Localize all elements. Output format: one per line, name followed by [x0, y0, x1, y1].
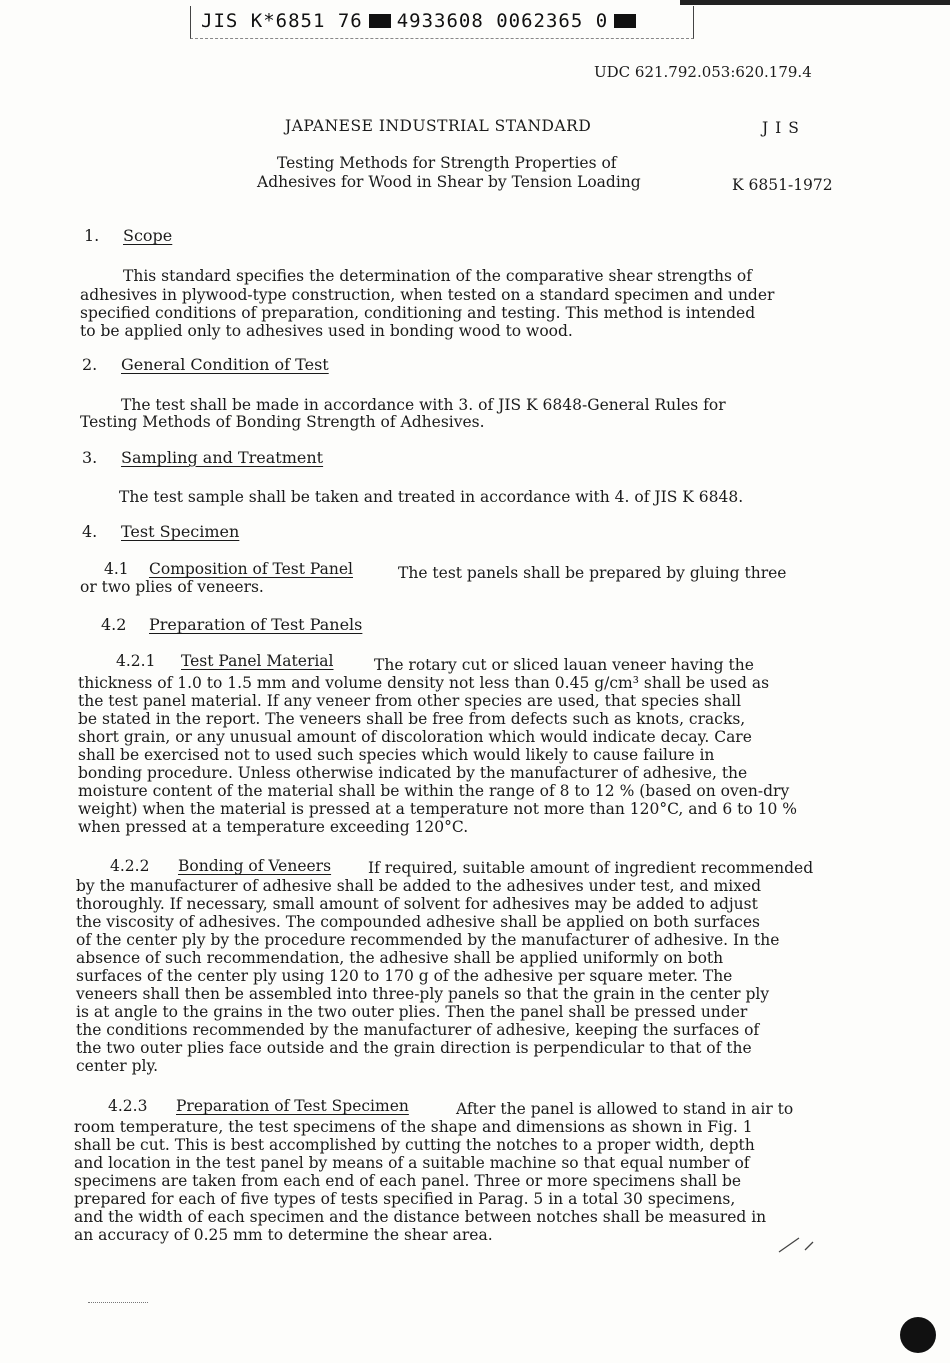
bonding-line-12: center ply. — [76, 1057, 159, 1075]
scan-smudge — [88, 1302, 148, 1303]
specimen-line-7: and the width of each specimen and the distance between notches shall be measured in — [74, 1208, 767, 1226]
bonding-line-2: by the manufacturer of adhesive shall be added to the adhesives under test, and mixed — [76, 877, 762, 895]
standard-org: JAPANESE INDUSTRIAL STANDARD — [285, 117, 592, 135]
standard-number: K 6851-1972 — [732, 176, 833, 194]
bonding-first-line: If required, suitable amount of ingredient recommended — [368, 859, 814, 877]
material-line-3: the test panel material. If any veneer from other species are used, that species shall — [78, 692, 742, 710]
material-line-6: shall be exercised not to used such species which would likely to cause failure in — [78, 746, 715, 764]
general-line-1: The test shall be made in accordance with 3. of JIS K 6848-General Rules for — [121, 396, 726, 414]
section-4-number: 4. — [82, 522, 98, 541]
bonding-line-4: the viscosity of adhesives. The compounded adhesive shall be applied on both surfaces — [76, 913, 760, 931]
black-block-mark — [369, 14, 391, 28]
scope-line-1: This standard specifies the determination of the comparative shear strengths of — [123, 267, 752, 285]
section-3-title: Sampling and Treatment — [121, 448, 324, 467]
scope-line-2: adhesives in plywood-type construction, when tested on a standard specimen and under — [80, 286, 775, 304]
section-4-title: Test Specimen — [121, 522, 240, 541]
header-code-left: JIS K*6851 76 — [201, 10, 363, 32]
pen-mark — [775, 1232, 825, 1261]
bonding-line-8: veneers shall then be assembled into three-ply panels so that the grain in the center ply — [76, 985, 770, 1003]
panel-composition-rest: or two plies of veneers. — [80, 578, 264, 596]
section-4-2-3-title: Preparation of Test Specimen — [176, 1097, 409, 1115]
bonding-line-3: thoroughly. If necessary, small amount of solvent for adhesives may be added to adjust — [76, 895, 758, 913]
document-code-header — [190, 6, 694, 39]
section-4-2-title: Preparation of Test Panels — [149, 615, 363, 634]
jis-label: J I S — [762, 119, 800, 137]
sampling-line-1: The test sample shall be taken and treated in accordance with 4. of JIS K 6848. — [119, 488, 744, 506]
specimen-line-2: room temperature, the test specimens of the shape and dimensions as shown in Fig. 1 — [74, 1118, 753, 1136]
section-2-title: General Condition of Test — [121, 355, 329, 374]
material-line-5: short grain, or any unusual amount of discoloration which would indicate decay. Care — [78, 728, 752, 746]
section-4-1-title: Composition of Test Panel — [149, 560, 353, 578]
material-line-7: bonding procedure. Unless otherwise indicated by the manufacturer of adhesive, the — [78, 764, 748, 782]
material-line-4: be stated in the report. The veneers shall be free from defects such as knots, cracks, — [78, 710, 746, 728]
general-line-2: Testing Methods of Bonding Strength of Adhesives. — [80, 413, 485, 431]
material-line-10: when pressed at a temperature exceeding 120°C. — [78, 818, 469, 836]
material-line-8: moisture content of the material shall be within the range of 8 to 12 % (based on oven-dry — [78, 782, 790, 800]
section-4-2-2-number: 4.2.2 — [110, 857, 150, 875]
specimen-line-3: shall be cut. This is best accomplished by cutting the notches to a proper width, depth — [74, 1136, 755, 1154]
bonding-line-6: absence of such recommendation, the adhesive shall be applied uniformly on both — [76, 949, 724, 967]
section-4-2-2-title: Bonding of Veneers — [178, 857, 332, 875]
specimen-line-8: an accuracy of 0.25 mm to determine the shear area. — [74, 1226, 493, 1244]
specimen-line-5: specimens are taken from each end of each panel. Three or more specimens shall be — [74, 1172, 742, 1190]
scope-line-3: specified conditions of preparation, conditioning and testing. This method is intended — [80, 304, 756, 322]
bonding-line-11: the two outer plies face outside and the grain direction is perpendicular to that of the — [76, 1039, 752, 1057]
title-line-2: Adhesives for Wood in Shear by Tension Loading — [257, 173, 641, 191]
punch-hole-mark — [900, 1317, 936, 1353]
material-line-2: thickness of 1.0 to 1.5 mm and volume density not less than 0.45 g/cm³ shall be used as — [78, 674, 770, 692]
section-4-2-number: 4.2 — [101, 615, 127, 634]
specimen-first-line: After the panel is allowed to stand in air to — [456, 1100, 794, 1118]
section-3-number: 3. — [82, 448, 98, 467]
black-block-mark — [614, 14, 636, 28]
bonding-line-10: the conditions recommended by the manufacturer of adhesive, keeping the surfaces of — [76, 1021, 760, 1039]
section-1-number: 1. — [84, 226, 100, 245]
section-4-1-number: 4.1 — [104, 560, 129, 578]
section-1-title: Scope — [123, 226, 173, 245]
udc-number: UDC 621.792.053:620.179.4 — [594, 63, 812, 81]
specimen-line-4: and location in the test panel by means of a suitable machine so that equal number of — [74, 1154, 750, 1172]
section-4-2-3-number: 4.2.3 — [108, 1097, 148, 1115]
top-edge-line — [680, 0, 950, 5]
bonding-line-7: surfaces of the center ply using 120 to 170 g of the adhesive per square meter. The — [76, 967, 733, 985]
section-2-number: 2. — [82, 355, 98, 374]
panel-composition-first: The test panels shall be prepared by gluing three — [398, 564, 787, 582]
material-first-line: The rotary cut or sliced lauan veneer having the — [374, 656, 754, 674]
scope-line-4: to be applied only to adhesives used in bonding wood to wood. — [80, 322, 573, 340]
bonding-line-9: is at angle to the grains in the two outer plies. Then the panel shall be pressed under — [76, 1003, 748, 1021]
section-4-2-1-number: 4.2.1 — [116, 652, 156, 670]
section-4-2-1-title: Test Panel Material — [181, 652, 334, 670]
title-line-1: Testing Methods for Strength Properties of — [277, 154, 617, 172]
material-line-9: weight) when the material is pressed at a temperature not more than 120°C, and 6 to 10 % — [78, 800, 797, 818]
header-code-right: 4933608 0062365 0 — [396, 10, 609, 32]
specimen-line-6: prepared for each of five types of tests specified in Parag. 5 in a total 30 specimens, — [74, 1190, 736, 1208]
bonding-line-5: of the center ply by the procedure recommended by the manufacturer of adhesive. In the — [76, 931, 780, 949]
